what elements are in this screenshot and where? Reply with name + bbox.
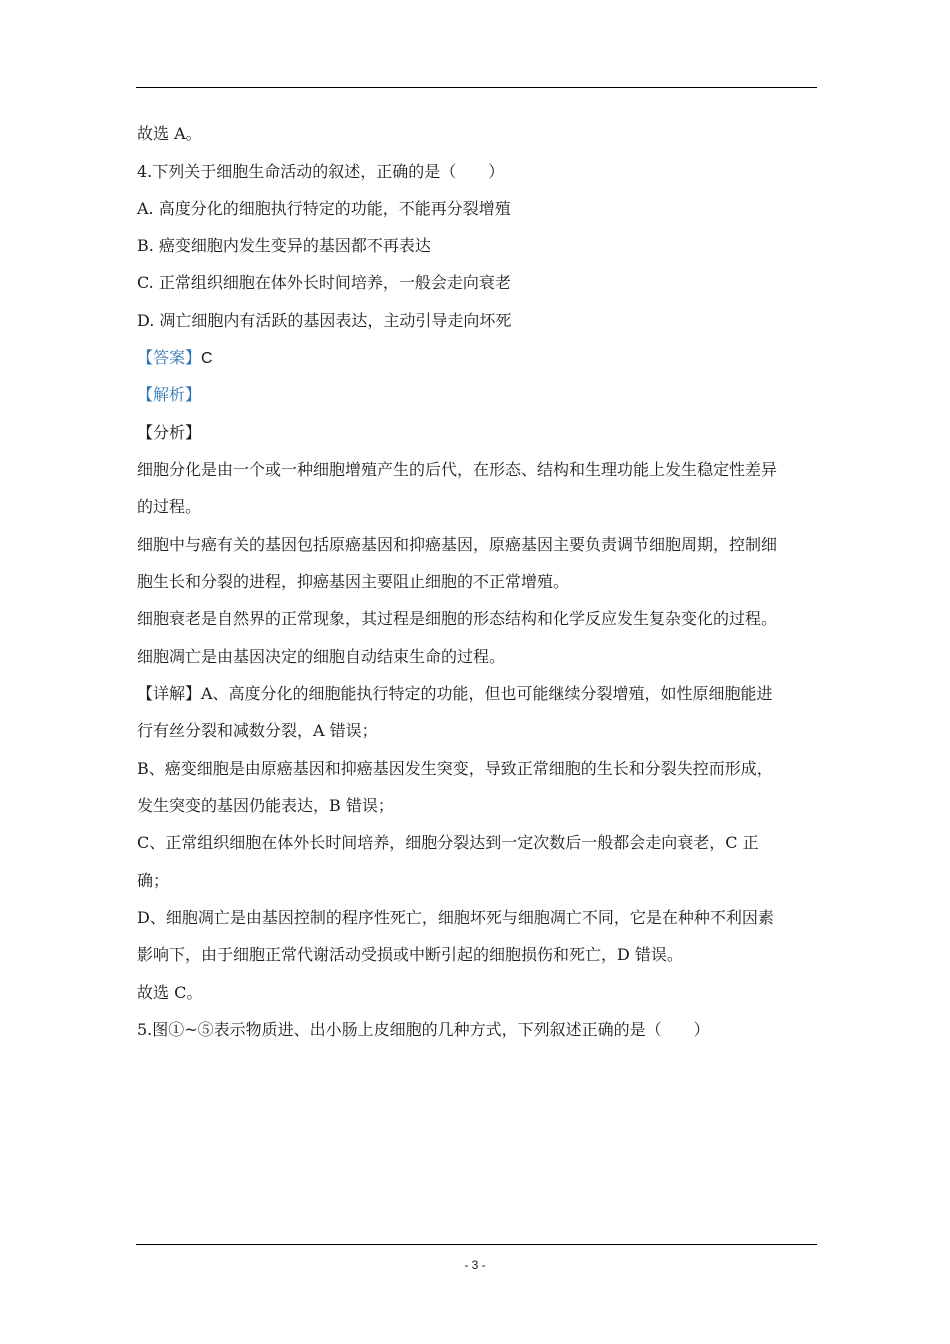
text-line-final-choice-c: 故选 C。 bbox=[137, 983, 203, 1002]
analysis-text-line: 胞生长和分裂的进程，抑癌基因主要阻止细胞的不正常增殖。 bbox=[137, 572, 570, 591]
analysis-text-line: 细胞中与癌有关的基因包括原癌基因和抑癌基因，原癌基因主要负责调节细胞周期，控制细 bbox=[137, 535, 778, 554]
question-4-stem: 4.下列关于细胞生命活动的叙述，正确的是（ ） bbox=[137, 162, 505, 181]
answer-line bbox=[137, 348, 213, 369]
answer-value: C bbox=[201, 350, 213, 367]
analysis-text-line: 细胞凋亡是由基因决定的细胞自动结束生命的过程。 bbox=[137, 647, 506, 666]
detail-text-line: B、癌变细胞是由原癌基因和抑癌基因发生突变，导致正常细胞的生长和分裂失控而形成， bbox=[137, 759, 773, 778]
detail-text-line: 【详解】A、高度分化的细胞能执行特定的功能，但也可能继续分裂增殖，如性原细胞能进 bbox=[137, 684, 773, 703]
analysis-text-line: 细胞分化是由一个或一种细胞增殖产生的后代，在形态、结构和生理功能上发生稳定性差异 bbox=[137, 460, 778, 479]
detail-text-line: 发生突变的基因仍能表达，B 错误； bbox=[137, 796, 394, 815]
detail-text-line: C、正常组织细胞在体外长时间培养，细胞分裂达到一定次数后一般都会走向衰老，C 正 bbox=[137, 833, 759, 852]
text-line-final-choice-a: 故选 A。 bbox=[137, 124, 202, 143]
page-number: - 3 - bbox=[464, 1258, 486, 1272]
detail-text-line: D、细胞凋亡是由基因控制的程序性死亡，细胞坏死与细胞凋亡不同，它是在种种不利因素 bbox=[137, 908, 774, 927]
analysis-heading: 【分析】 bbox=[137, 423, 202, 442]
question-4-option-c: C. 正常组织细胞在体外长时间培养，一般会走向衰老 bbox=[137, 273, 511, 292]
analysis-label: 【解析】 bbox=[137, 385, 202, 404]
detail-text-line: 确； bbox=[137, 871, 170, 890]
footer-rule bbox=[136, 1244, 817, 1245]
question-5-stem: 5.图①~⑤表示物质进、出小肠上皮细胞的几种方式，下列叙述正确的是（ ） bbox=[137, 1020, 710, 1039]
question-4-option-b: B. 癌变细胞内发生变异的基因都不再表达 bbox=[137, 236, 431, 255]
question-4-option-d: D. 凋亡细胞内有活跃的基因表达，主动引导走向坏死 bbox=[137, 311, 512, 330]
question-4-option-a: A. 高度分化的细胞执行特定的功能，不能再分裂增殖 bbox=[137, 199, 511, 218]
detail-text-line: 行有丝分裂和减数分裂，A 错误； bbox=[137, 721, 378, 740]
detail-text-line: 影响下，由于细胞正常代谢活动受损或中断引起的细胞损伤和死亡，D 错误。 bbox=[137, 945, 683, 964]
analysis-text-line: 细胞衰老是自然界的正常现象，其过程是细胞的形态结构和化学反应发生复杂变化的过程。 bbox=[137, 609, 778, 628]
header-rule bbox=[136, 87, 817, 88]
analysis-text-line: 的过程。 bbox=[137, 497, 202, 516]
answer-label: 【答案】 bbox=[137, 348, 202, 367]
